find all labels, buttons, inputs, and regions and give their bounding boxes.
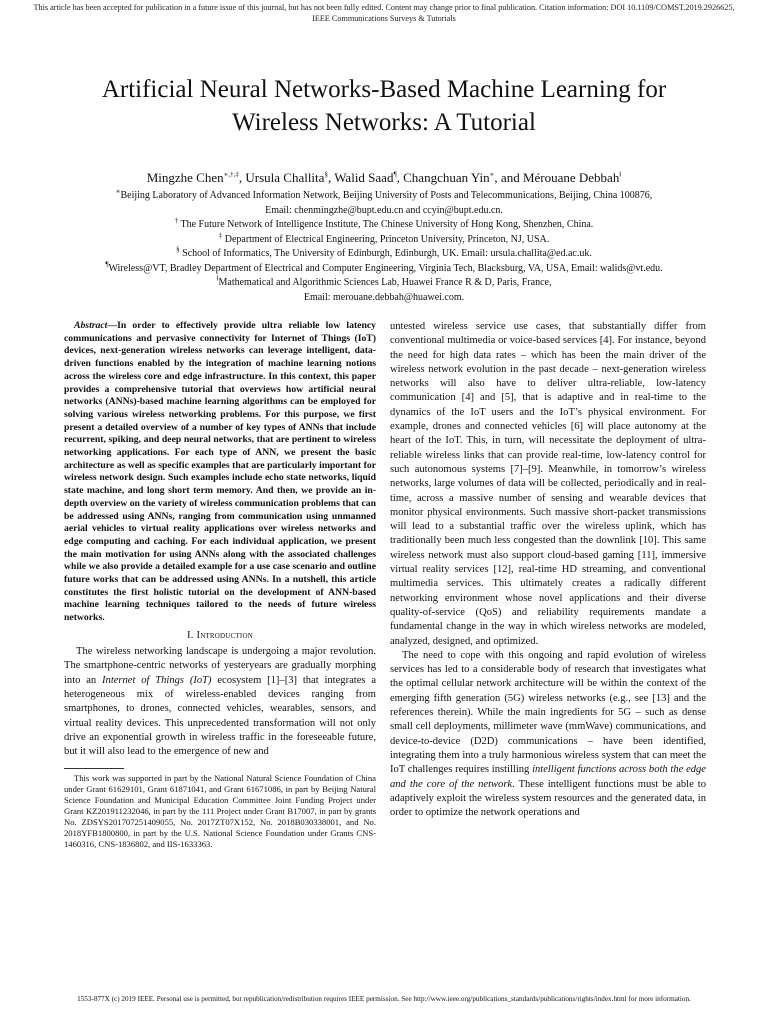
affiliation-line: [20, 247, 748, 262]
title-line-1: Artificial Neural Networks-Based Machine Learning for: [101, 76, 667, 103]
affiliation-line: [20, 276, 748, 291]
affiliation-mark: ¶: [105, 260, 109, 269]
affiliation-line: [20, 262, 748, 277]
affiliation-text: Beijing Laboratory of Advanced Information Network, Beijing University of Posts and Telecommunications, Beijing, China 100876,: [120, 190, 653, 201]
publication-notice: This article has been accepted for publication in a future issue of this journal, but has not been fully edited. Content may change prior to final publication. Citation information: DOI 10.1109/COMST.2019.2926625, IEEE Communications Surveys & Tutorials: [33, 3, 735, 23]
section-title: Introduction: [196, 629, 253, 641]
body-text: The wireless networking landscape is undergoing a major revolution. The smartphone-centric networks of yesteryears are gradually morphing into an: [64, 646, 376, 686]
affiliation-mark: ‡: [218, 231, 223, 240]
author-name: , Changchuan Yin: [396, 170, 490, 185]
affiliation-email: Email: chenmingzhe@bupt.edu.cn and ccyin@bupt.edu.cn.: [265, 204, 503, 216]
affiliation-mark: §: [176, 245, 180, 254]
author-list: [20, 170, 748, 186]
affiliation-text: The Future Network of Intelligence Institute, The Chinese University of Hong Kong, Shenzhen, China.: [178, 219, 594, 230]
affiliation-mark: †: [174, 216, 179, 225]
author-name: , and Mérouane Debbah: [494, 170, 620, 185]
copyright-notice: 1553-877X (c) 2019 IEEE. Personal use is permitted, but republication/redistribution requires IEEE permission. See http://www.ieee.org/publications_standards/publications/rights/index.html for more information.: [77, 995, 691, 1003]
body-paragraph: untested wireless service use cases, that substantially differ from conventional multimedia or voice-based services [4]. For instance, beyond the need for high data rates – which has been the main driver of the wireless network evolution in the past decade – next-generation wireless networks will also have to deliver ultra-reliable, low-latency communication [4] and [5], that is adaptive and in real-time to the dynamics of the IoT users and the IoT’s physical environment. For example, drones and connected vehicles [6] will place autonomy at the heart of the IoT. This, in turn, will necessitate the deployment of ultra-reliable wireless links that can provide real-time, low-latency control for such autonomous systems [7]–[9]. Meanwhile, in tomorrow’s wireless networks, large volumes of data will be collected, periodically and in real-time, across a massive number of sensing and wearable devices that monitor physical environments. Such massive short-packet transmissions will lead to a substantial traffic over the wireless uplink, which has traditionally been much less congested than the downlink [10]. This same wireless network must also support cloud-based gaming [11], immersive virtual reality services [12], real-time HD streaming, and conventional multimedia services. This ultimately creates a radically different networking environment whose novel applications and their diverse quality-of-service (QoS) and reliability requirements mandate a fundamental change in the way in which wireless networks are modeled, analyzed, designed, and optimized.: [390, 321, 706, 647]
right-column: [390, 320, 706, 820]
affiliation-text: Mathematical and Algorithmic Sciences Lab, Huawei France R & D, Paris, France,: [218, 277, 552, 288]
abstract-text: —In order to effectively provide ultra reliable low latency communications and pervasive connectivity for Internet of Things (IoT) devices, next-generation wireless networks can leverage intelligent, data-driven functions enabled by the integration of machine learning notions across the wireless core and edge infrastructure. In this context, this paper provides a comprehensive tutorial that overviews how artificial neural networks (ANNs)-based machine learning algorithms can be employed for solving various wireless networking problems. For this purpose, we first present a detailed overview of a number of key types of ANNs that include recurrent, spiking, and deep neural networks, that are pertinent to wireless networking applications. For each type of ANN, we present the basic architecture as well as specific examples that are particularly important for wireless network design. Such examples include echo state networks, liquid state machine, and long short term memory. And then, we provide an in-depth overview on the variety of wireless communication problems that can be addressed using ANNs, ranging from communication using unmanned aerial vehicles to virtual reality applications over wireless networks and edge computing and caching. For each individual application, we present the main motivation for using ANNs along with the associated challenges while we also provide a detailed example for a use case scenario and outline future works that can be addressed using ANNs. In a nutshell, this article constitutes the first holistic tutorial on the development of ANN-based machine learning techniques tailored to the needs of future wireless networks.: [64, 320, 376, 624]
affiliation-email: Email: merouane.debbah@huawei.com.: [303, 291, 465, 303]
affiliation-line: [20, 189, 748, 204]
affiliation-mark: ‖: [216, 274, 219, 283]
affiliation-text: School of Informatics, The University of Edinburgh, Edinburgh, UK. Email: ursula.challita@ed.ac.uk.: [179, 248, 592, 259]
author-name: , Walid Saad: [327, 170, 394, 185]
author-mark: ‖: [619, 170, 622, 179]
affiliation-text: Wireless@VT, Bradley Department of Electrical and Computer Engineering, Virginia Tech, Blacksburg, VA, USA, Email: walids@vt.edu.: [108, 262, 663, 274]
author-mark: ∗,†,‡: [223, 170, 239, 179]
body-text: The need to cope with this ongoing and rapid evolution of wireless services has led to a considerable body of research that investigates what the optimal cellular network architecture will be within the context of the emerging fifth generation (5G) wireless networks (e.g., see [13] and the references therein). While the main ingredients for 5G – such as dense small cell deployments, millimeter wave (mmWave) communications, and device-to-device (D2D) communications – have been identified, integrating them into a truly harmonious wireless system that can meet the IoT challenges requires instilling: [390, 649, 706, 776]
intro-paragraph: [64, 645, 376, 759]
title-line-2: Wireless Networks: A Tutorial: [232, 109, 536, 136]
author-mark: ¶: [393, 170, 397, 179]
author-mark: ∗: [489, 170, 495, 179]
emphasis-text: Internet of Things (IoT): [102, 674, 212, 686]
footnote-rule: [64, 768, 124, 769]
funding-footnote: This work was supported in part by the National Natural Science Foundation of China under Grant 61629101, Grant 61871041, and Grant 61671086, in part by Beijing Natural Science Foundation and Municipal Education Committee Joint Funding Project under Grant KZ201911232046, in part by the 111 Project under Grant B17007, in part by grants No. ZDSYS201707251409055, No. 2017ZT07X152, No. 2018B030338001, and No. 2018YFB1800800, in part by the U.S. National Science Foundation under Grants CNS-1460316, CNS-1836802, and IIS-1633363.: [64, 772, 376, 849]
author-name: , Ursula Challita: [238, 170, 325, 185]
body-paragraph: [390, 649, 706, 821]
section-heading: [64, 629, 376, 643]
emphasis-text: intelligent functions across both the edge and the core of the network: [390, 764, 706, 790]
body-text: ecosystem [1]–[3] that integrates a heterogeneous mix of wireless-enabled devices ranging from smartphones, to drones, connected vehicles, wearables, sensors, and virtual reality devices. This unprecedented transformation will not only drive an exponential growth in wireless traffic in the foreseeable future, but it will also lead to the emergence of new and: [64, 674, 376, 758]
affiliation-line: [20, 218, 748, 233]
paper-title: [40, 73, 728, 139]
author-mark: §: [324, 170, 328, 179]
affiliation-mark: ∗: [115, 187, 121, 196]
affiliation-text: Department of Electrical Engineering, Princeton University, Princeton, NJ, USA.: [222, 233, 550, 245]
section-number: I.: [187, 629, 197, 641]
abstract-label: Abstract: [74, 320, 108, 331]
author-name: Mingzhe Chen: [146, 170, 224, 185]
left-column: [64, 320, 376, 850]
body-text: . These intelligent functions must be able to adaptively exploit the wireless system resources and the generated data, in order to optimize the network operations and: [390, 778, 706, 819]
affiliation-line: [20, 233, 748, 248]
abstract: [64, 320, 376, 625]
affiliations: [20, 189, 748, 305]
